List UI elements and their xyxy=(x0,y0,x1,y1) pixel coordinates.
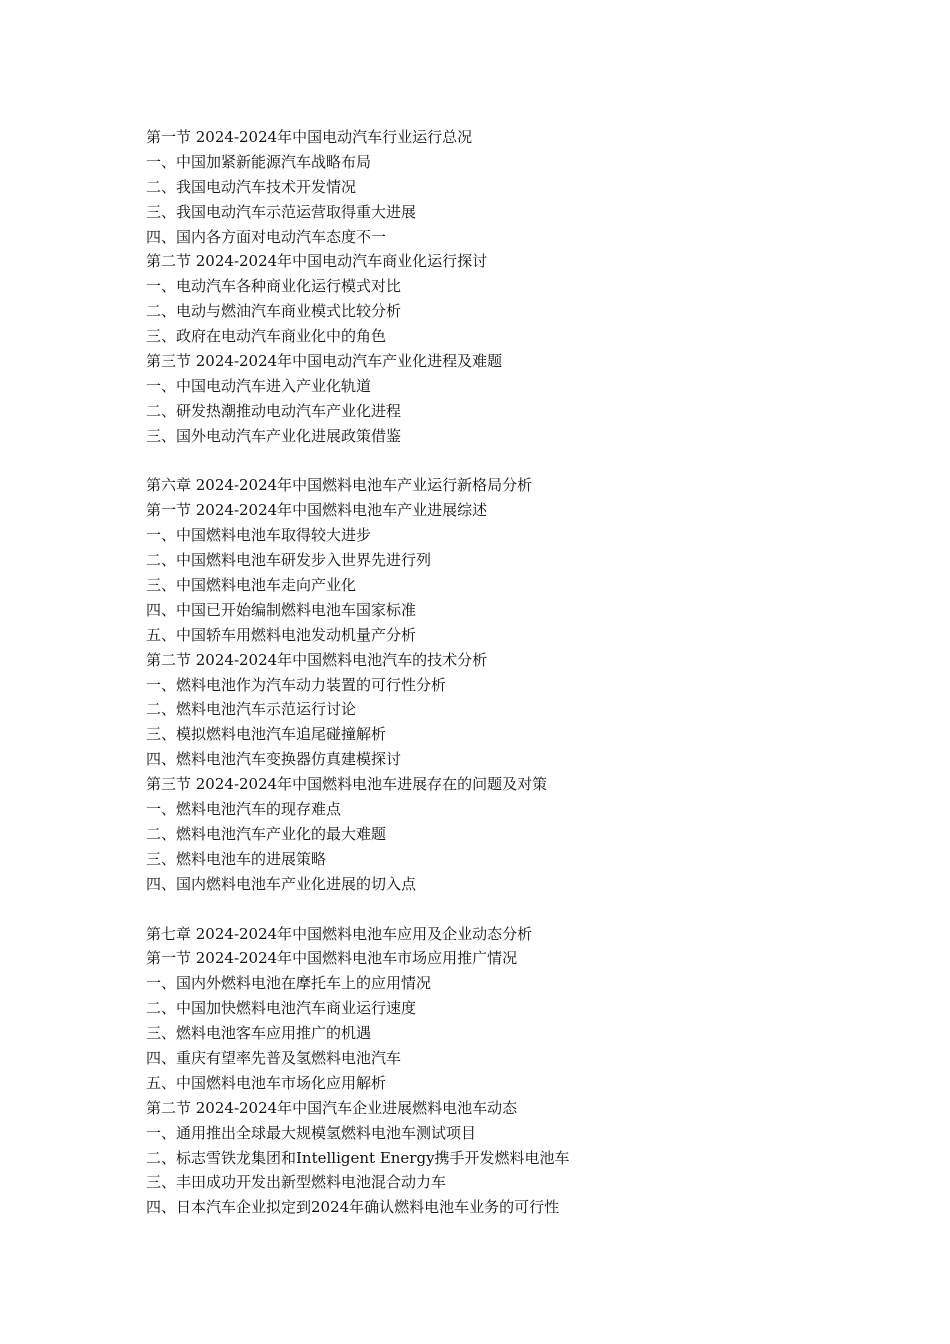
toc-item: 三、中国燃料电池车走向产业化 xyxy=(146,576,357,595)
toc-item: 四、国内燃料电池车产业化进展的切入点 xyxy=(146,874,417,893)
toc-item: 三、我国电动汽车示范运营取得重大进展 xyxy=(146,202,417,221)
toc-item: 四、中国已开始编制燃料电池车国家标准 xyxy=(146,600,417,619)
toc-item: 三、丰田成功开发出新型燃料电池混合动力车 xyxy=(146,1173,447,1192)
toc-item: 四、燃料电池汽车变换器仿真建模探讨 xyxy=(146,750,402,769)
document-page xyxy=(146,125,906,1220)
section-heading: 第二节 2024-2024年中国电动汽车商业化运行探讨 xyxy=(146,252,488,271)
toc-item: 二、中国加快燃料电池汽车商业运行速度 xyxy=(146,999,417,1018)
toc-item: 二、燃料电池汽车示范运行讨论 xyxy=(146,700,357,719)
toc-item: 一、燃料电池汽车的现存难点 xyxy=(146,800,342,819)
section-heading: 第一节 2024-2024年中国电动汽车行业运行总况 xyxy=(146,128,473,146)
chapter-heading: 第六章 2024-2024年中国燃料电池车产业运行新格局分析 xyxy=(146,476,533,495)
section-heading: 第二节 2024-2024年中国汽车企业进展燃料电池车动态 xyxy=(146,1098,518,1117)
toc-item: 三、模拟燃料电池汽车追尾碰撞解析 xyxy=(146,725,387,744)
toc-item: 一、国内外燃料电池在摩托车上的应用情况 xyxy=(146,974,432,993)
section-heading: 第三节 2024-2024年中国燃料电池车进展存在的问题及对策 xyxy=(146,775,548,794)
toc-item: 五、中国轿车用燃料电池发动机量产分析 xyxy=(146,625,417,644)
chapter-heading: 第七章 2024-2024年中国燃料电池车应用及企业动态分析 xyxy=(146,924,533,943)
toc-item: 二、研发热潮推动电动汽车产业化进程 xyxy=(146,401,402,420)
section-heading: 第三节 2024-2024年中国电动汽车产业化进程及难题 xyxy=(146,352,503,371)
toc-item: 四、国内各方面对电动汽车态度不一 xyxy=(146,227,387,246)
toc-item: 一、通用推出全球最大规模氢燃料电池车测试项目 xyxy=(146,1123,477,1142)
section-heading: 第一节 2024-2024年中国燃料电池车产业进展综述 xyxy=(146,501,488,520)
toc-item: 四、日本汽车企业拟定到2024年确认燃料电池车业务的可行性 xyxy=(146,1198,560,1217)
toc-item: 四、重庆有望率先普及氢燃料电池汽车 xyxy=(146,1048,402,1067)
toc-item: 一、中国加紧新能源汽车战略布局 xyxy=(146,152,372,171)
toc-item: 三、国外电动汽车产业化进展政策借鉴 xyxy=(146,426,402,445)
toc-item: 二、标志雪铁龙集团和Intelligent Energy携手开发燃料电池车 xyxy=(146,1148,570,1167)
section-spacer xyxy=(146,897,906,922)
section-heading: 第一节 2024-2024年中国燃料电池车市场应用推广情况 xyxy=(146,949,518,968)
toc-item: 二、中国燃料电池车研发步入世界先进行列 xyxy=(146,551,432,570)
toc-item: 一、中国电动汽车进入产业化轨道 xyxy=(146,376,372,395)
toc-item: 三、燃料电池车的进展策略 xyxy=(146,849,327,868)
toc-item: 三、燃料电池客车应用推广的机遇 xyxy=(146,1024,372,1043)
section-heading: 第二节 2024-2024年中国燃料电池汽车的技术分析 xyxy=(146,650,488,669)
toc-item: 三、政府在电动汽车商业化中的角色 xyxy=(146,327,387,346)
toc-item: 一、燃料电池作为汽车动力装置的可行性分析 xyxy=(146,675,447,694)
toc-item: 二、燃料电池汽车产业化的最大难题 xyxy=(146,824,387,843)
toc-item: 二、我国电动汽车技术开发情况 xyxy=(146,177,357,196)
toc-item: 一、电动汽车各种商业化运行模式对比 xyxy=(146,277,402,296)
toc-item: 五、中国燃料电池车市场化应用解析 xyxy=(146,1073,387,1092)
toc-item: 二、电动与燃油汽车商业模式比较分析 xyxy=(146,302,402,321)
section-spacer xyxy=(146,449,906,474)
toc-item: 一、中国燃料电池车取得较大进步 xyxy=(146,526,372,545)
